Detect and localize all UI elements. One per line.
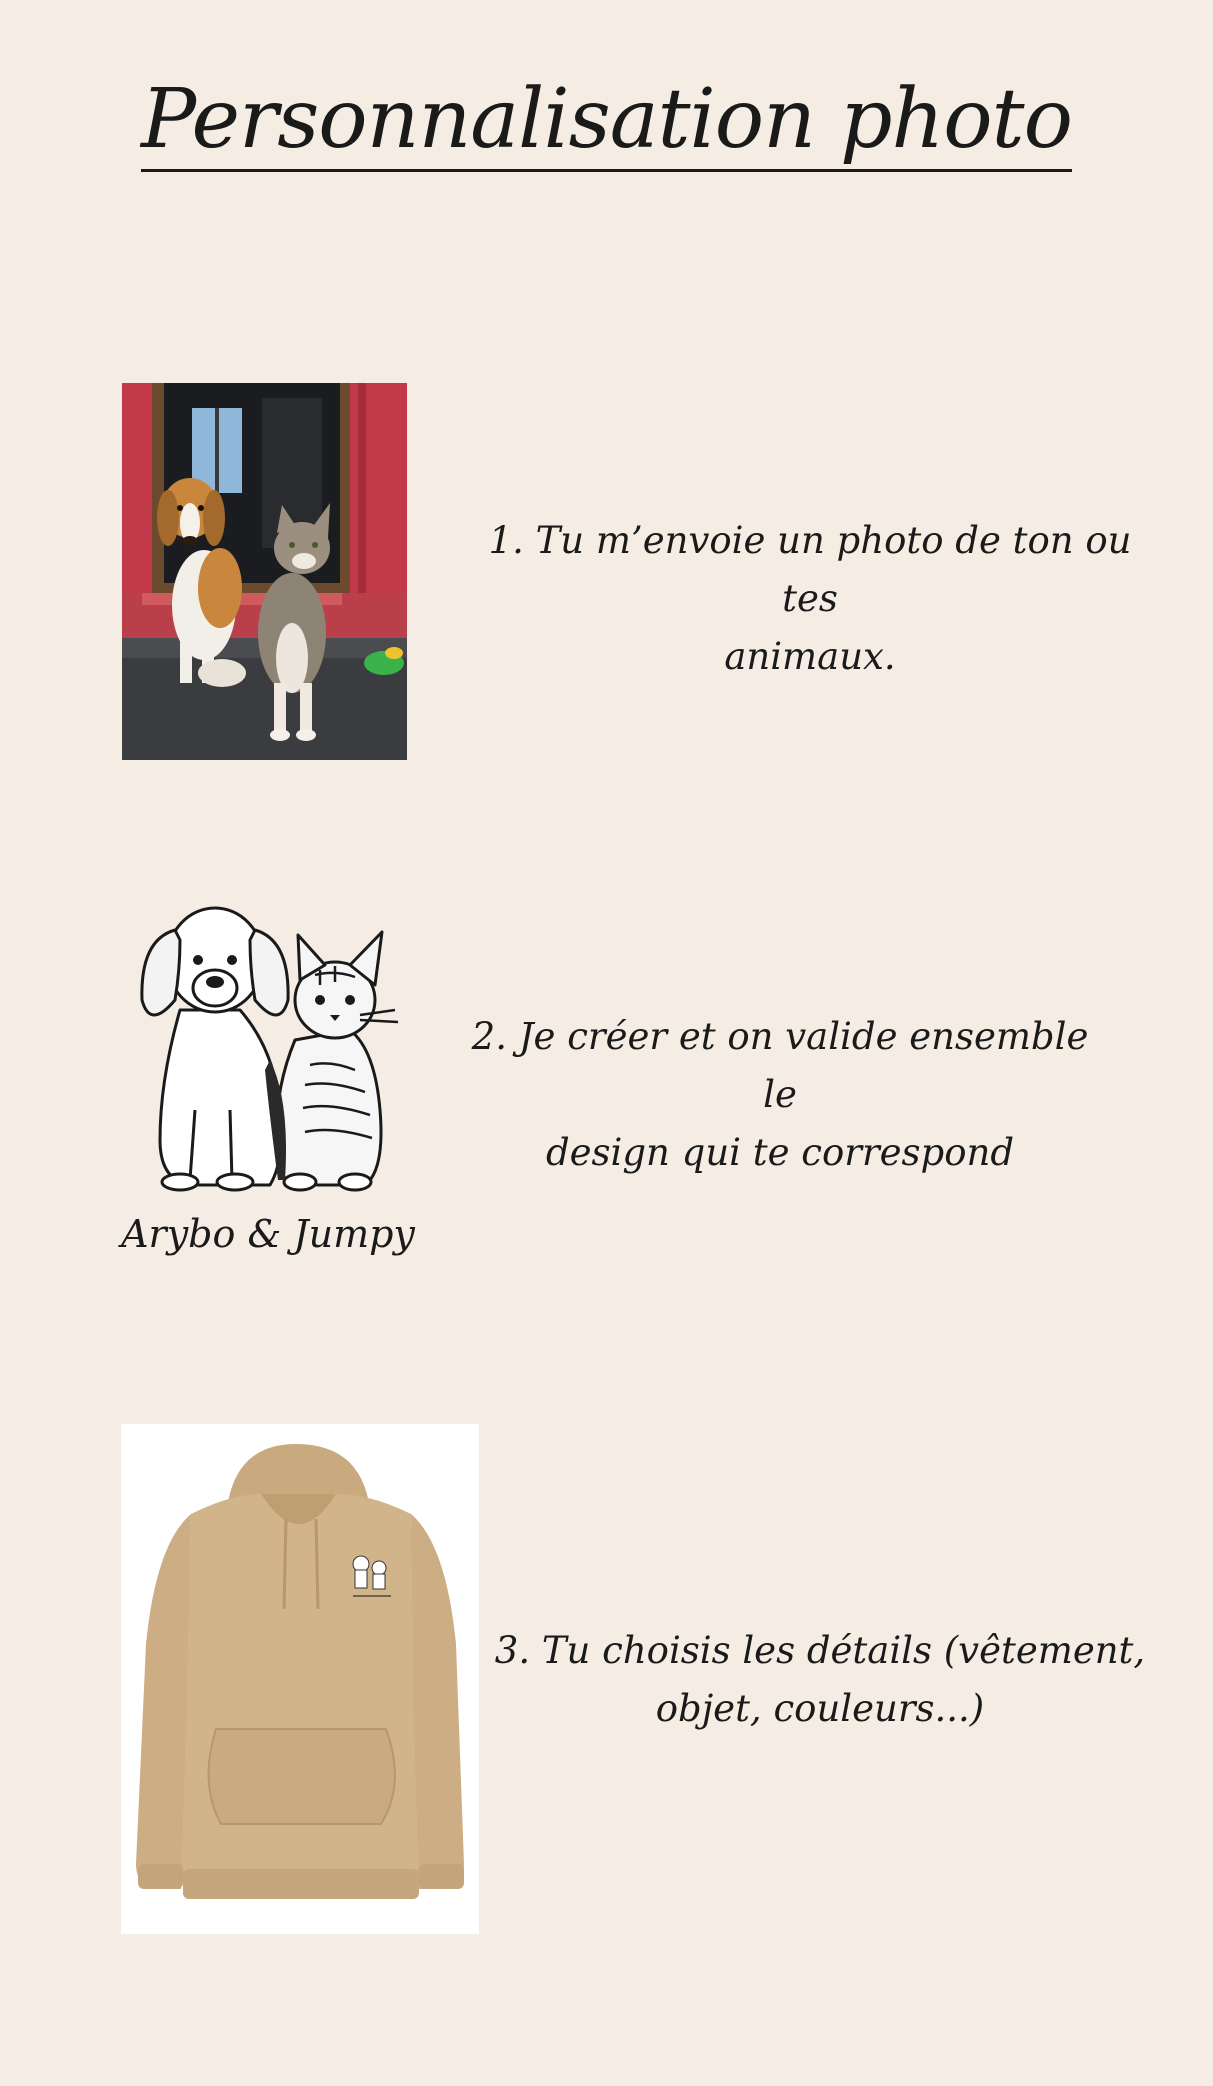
step-2-line-1: 2. Je créer et on valide ensemble le xyxy=(471,1015,1089,1116)
design-caption: Arybo & Jumpy xyxy=(121,1212,415,1256)
pet-photo-icon xyxy=(122,383,407,760)
pet-drawing xyxy=(120,880,410,1195)
hoodie-photo xyxy=(121,1424,479,1934)
step-3-line-2: objet, couleurs...) xyxy=(655,1687,985,1730)
step-2-line-2: design qui te correspond xyxy=(545,1131,1015,1174)
step-1-line-1: 1. Tu m’envoie un photo de ton ou tes xyxy=(488,519,1132,620)
step-1-line-2: animaux. xyxy=(724,635,896,678)
step-3-text xyxy=(490,1622,1150,1738)
step-1-text xyxy=(480,512,1140,686)
hoodie-icon xyxy=(121,1424,479,1934)
page-title-text: Personnalisation photo xyxy=(141,72,1072,172)
pet-photo xyxy=(122,383,407,760)
page-title xyxy=(0,72,1213,167)
pet-drawing-icon xyxy=(120,880,410,1195)
step-2-text xyxy=(450,1008,1110,1182)
step-3-line-1: 3. Tu choisis les détails (vêtement, xyxy=(494,1629,1146,1672)
